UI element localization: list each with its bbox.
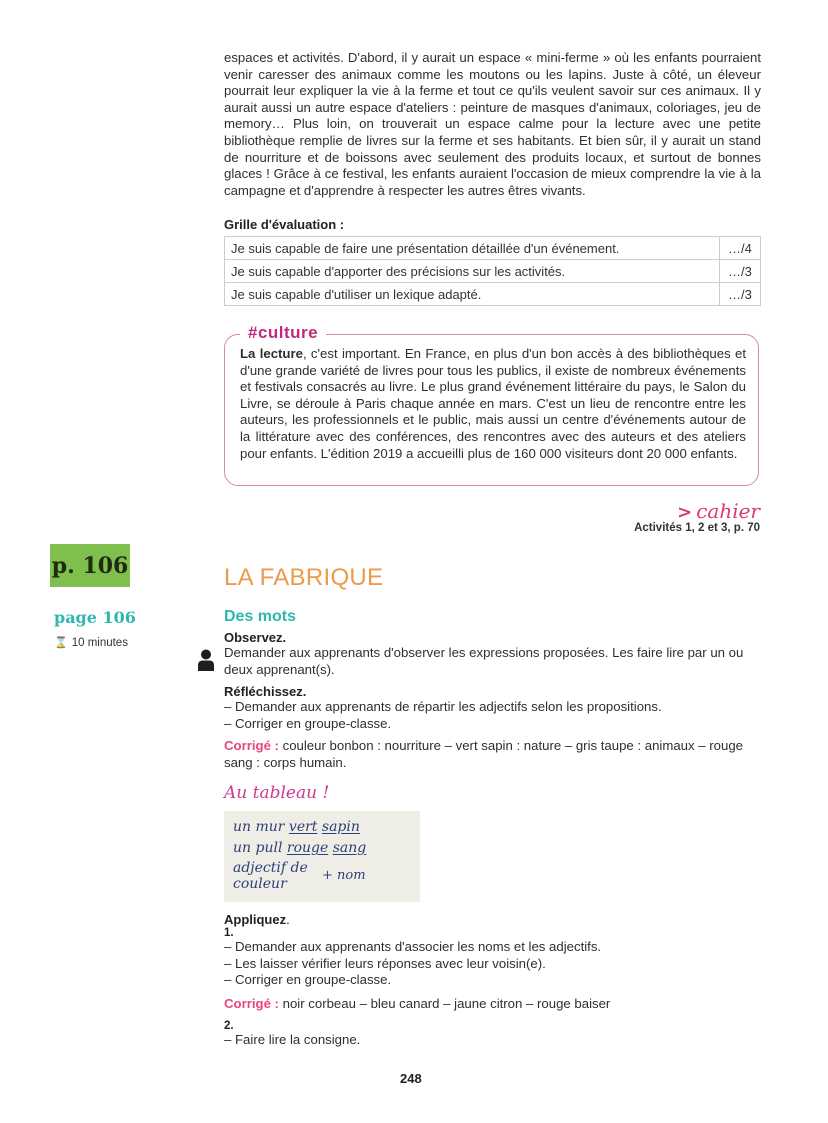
reflechissez-item: – Demander aux apprenants de répartir les adjectifs selon les propositions. bbox=[224, 699, 662, 714]
culture-title: #culture bbox=[240, 323, 326, 343]
appliquez-item: – Les laisser vérifier leurs réponses avec leur voisin(e). bbox=[224, 955, 546, 971]
individual-work-icon bbox=[197, 649, 215, 671]
appliquez-label bbox=[224, 912, 761, 927]
cahier-activities: Activités 1, 2 et 3, p. 70 bbox=[634, 522, 760, 534]
reflechissez-item: – Corriger en groupe-classe. bbox=[224, 715, 392, 731]
corrige-label: Corrigé : bbox=[224, 738, 279, 754]
observez-label: Observez. bbox=[224, 630, 287, 645]
grid-title: Grille d'évaluation : bbox=[224, 217, 345, 232]
reflechissez-block bbox=[224, 684, 761, 771]
intro-paragraph: espaces et activités. D'abord, il y aurait un espace « mini-ferme » où les enfants pourraient venir caresser des animaux comme les moutons ou les lapins. Juste à côté, un éleveur pourrait leur expliquer la vie à la ferme et tout ce qu'ils veulent savoir sur ces animaux. Il y aurait aussi un autre espace d'ateliers : peinture de masques d'animaux, coloriages, jeu de memory… Plus loin, on trouverait un espace calme pour la lecture avec une petite bibliothèque remplie de livres sur la ferme et ses habitants. Et bien sûr, il y aurait un stand de nourriture et de boissons avec seulement des produits locaux, et surtout de bonnes glaces ! Grâce à ce festival, les enfants auraient l'occasion de mieux comprendre la vie à la campagne et d'apprendre à respecter les autres êtres vivants. bbox=[224, 50, 761, 198]
page-label: page 106 bbox=[54, 608, 136, 627]
observez-text: Demander aux apprenants d'observer les expressions proposées. Les faire lire par un ou deux apprenant(s). bbox=[224, 645, 744, 677]
culture-lead: La lecture bbox=[240, 346, 303, 361]
grid-criterion: Je suis capable d'apporter des précisions sur les activités. bbox=[225, 260, 720, 283]
appliquez-item: – Faire lire la consigne. bbox=[224, 1032, 361, 1048]
grid-criterion: Je suis capable de faire une présentation détaillée d'un événement. bbox=[225, 237, 720, 260]
board-legend-noun: + nom bbox=[322, 868, 366, 883]
board-adjective: vert bbox=[288, 819, 318, 835]
legend-adj-line1: adjectif de bbox=[233, 860, 308, 876]
appliquez-item: – Demander aux apprenants d'associer les noms et les adjectifs. bbox=[224, 939, 602, 954]
reflechissez-label: Réfléchissez. bbox=[224, 684, 307, 699]
au-tableau-title: Au tableau ! bbox=[224, 783, 330, 803]
duration-text: 10 minutes bbox=[71, 637, 128, 649]
board-noun: sapin bbox=[321, 819, 360, 835]
board-noun: sang bbox=[332, 840, 367, 856]
evaluation-grid bbox=[224, 236, 761, 306]
hourglass-icon: ⌛ bbox=[54, 637, 68, 649]
grid-score: …/3 bbox=[720, 283, 761, 306]
exercise-number: 2. bbox=[224, 1020, 234, 1033]
board-legend-adjective bbox=[233, 860, 308, 892]
exercise-number: 1. bbox=[224, 927, 234, 939]
board-prefix: un pull bbox=[233, 840, 287, 856]
board-line bbox=[233, 819, 360, 835]
grid-score: …/4 bbox=[720, 237, 761, 260]
appliquez-label-suffix: . bbox=[286, 912, 290, 927]
board-adjective: rouge bbox=[286, 840, 329, 856]
board-example bbox=[224, 811, 420, 902]
grid-criterion: Je suis capable d'utiliser un lexique adapté. bbox=[225, 283, 720, 306]
chevron-right-icon: > bbox=[677, 502, 693, 523]
grid-row bbox=[225, 237, 761, 260]
appliquez-label-text: Appliquez bbox=[224, 912, 287, 927]
legend-adj-line2: couleur bbox=[233, 876, 287, 892]
board-prefix: un mur bbox=[233, 819, 289, 835]
corrige-label: Corrigé : bbox=[224, 995, 279, 1011]
page-badge: p. 106 bbox=[50, 544, 130, 587]
observez-block bbox=[224, 630, 761, 678]
page-number: 248 bbox=[400, 1071, 422, 1086]
appliquez-item: – Corriger en groupe-classe. bbox=[224, 972, 392, 988]
corrige-text: couleur bonbon : nourriture – vert sapin : nature – gris taupe : animaux – rouge sang : corps humain. bbox=[224, 738, 743, 770]
board-line bbox=[233, 840, 366, 856]
appliquez-block bbox=[224, 912, 761, 1049]
culture-body: , c'est important. En France, en plus d'un bon accès à des bibliothèques et d'une grande variété de livres pour tous les publics, il existe de nombreux événements et festivals consacrés au livre. Le plus grand événement littéraire du pays, le Salon du Livre, se déroule à Paris chaque année en mars. C'est un lieu de rencontre entre les auteurs, les professionnels et le public, mais aussi un centre d'événements autour de la littérature avec des conférences, des rencontres avec des auteurs et des ateliers pour enfants. L'édition 2019 a accueilli plus de 160 000 visiteurs dont 20 000 enfants. bbox=[240, 346, 746, 461]
grid-row bbox=[225, 260, 761, 283]
duration bbox=[54, 636, 128, 649]
cahier-label: cahier bbox=[696, 499, 760, 523]
cahier-reference bbox=[677, 499, 760, 523]
subsection-title: Des mots bbox=[224, 608, 297, 625]
culture-text bbox=[240, 346, 746, 462]
grid-row bbox=[225, 283, 761, 306]
appliquez-corrige bbox=[224, 996, 761, 1013]
reflechissez-corrige bbox=[224, 738, 761, 771]
corrige-text: noir corbeau – bleu canard – jaune citron – rouge baiser bbox=[278, 995, 611, 1011]
grid-score: …/3 bbox=[720, 260, 761, 283]
section-title: LA FABRIQUE bbox=[224, 564, 384, 591]
